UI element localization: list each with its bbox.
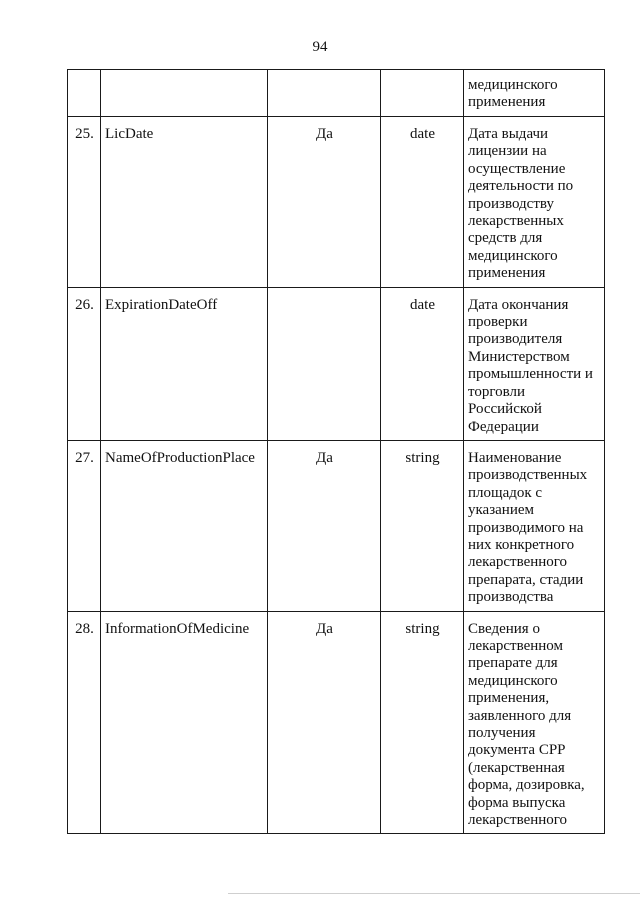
description-cell: Дата окончания проверки производителя Министерством промышленности и торговли Российской Федерации <box>464 287 605 440</box>
required-cell <box>268 287 381 440</box>
row-number-cell: 25. <box>68 117 101 288</box>
required-cell: Да <box>268 440 381 611</box>
field-name-cell: LicDate <box>101 117 268 288</box>
page-number: 94 <box>312 39 328 55</box>
scan-edge-line <box>228 893 640 894</box>
description-cell: Сведения о лекарственном препарате для медицинского применения, заявленного для получения документа СРР (лекарственная форма, дозировка, форма выпуска лекарственного <box>464 611 605 834</box>
type-cell: string <box>381 611 464 834</box>
required-cell: Да <box>268 117 381 288</box>
required-cell <box>268 70 381 117</box>
description-cell: Наименование производственных площадок с указанием производимого на них конкретного лекарственного препарата, стадии производства <box>464 440 605 611</box>
row-number-cell: 28. <box>68 611 101 834</box>
description-cell: медицинского применения <box>464 70 605 117</box>
field-name-cell: InformationOfMedicine <box>101 611 268 834</box>
type-cell: string <box>381 440 464 611</box>
table-row <box>68 440 605 611</box>
table-row <box>68 611 605 834</box>
table-row <box>68 70 605 117</box>
type-cell <box>381 70 464 117</box>
table-row <box>68 117 605 288</box>
row-number-cell: 27. <box>68 440 101 611</box>
description-cell: Дата выдачи лицензии на осуществление деятельности по производству лекарственных средств для медицинского применения <box>464 117 605 288</box>
required-cell: Да <box>268 611 381 834</box>
row-number-cell: 26. <box>68 287 101 440</box>
field-name-cell: ExpirationDateOff <box>101 287 268 440</box>
type-cell: date <box>381 287 464 440</box>
table-row <box>68 287 605 440</box>
data-fields-table <box>67 69 605 834</box>
field-name-cell <box>101 70 268 117</box>
field-name-cell: NameOfProductionPlace <box>101 440 268 611</box>
type-cell: date <box>381 117 464 288</box>
row-number-cell <box>68 70 101 117</box>
